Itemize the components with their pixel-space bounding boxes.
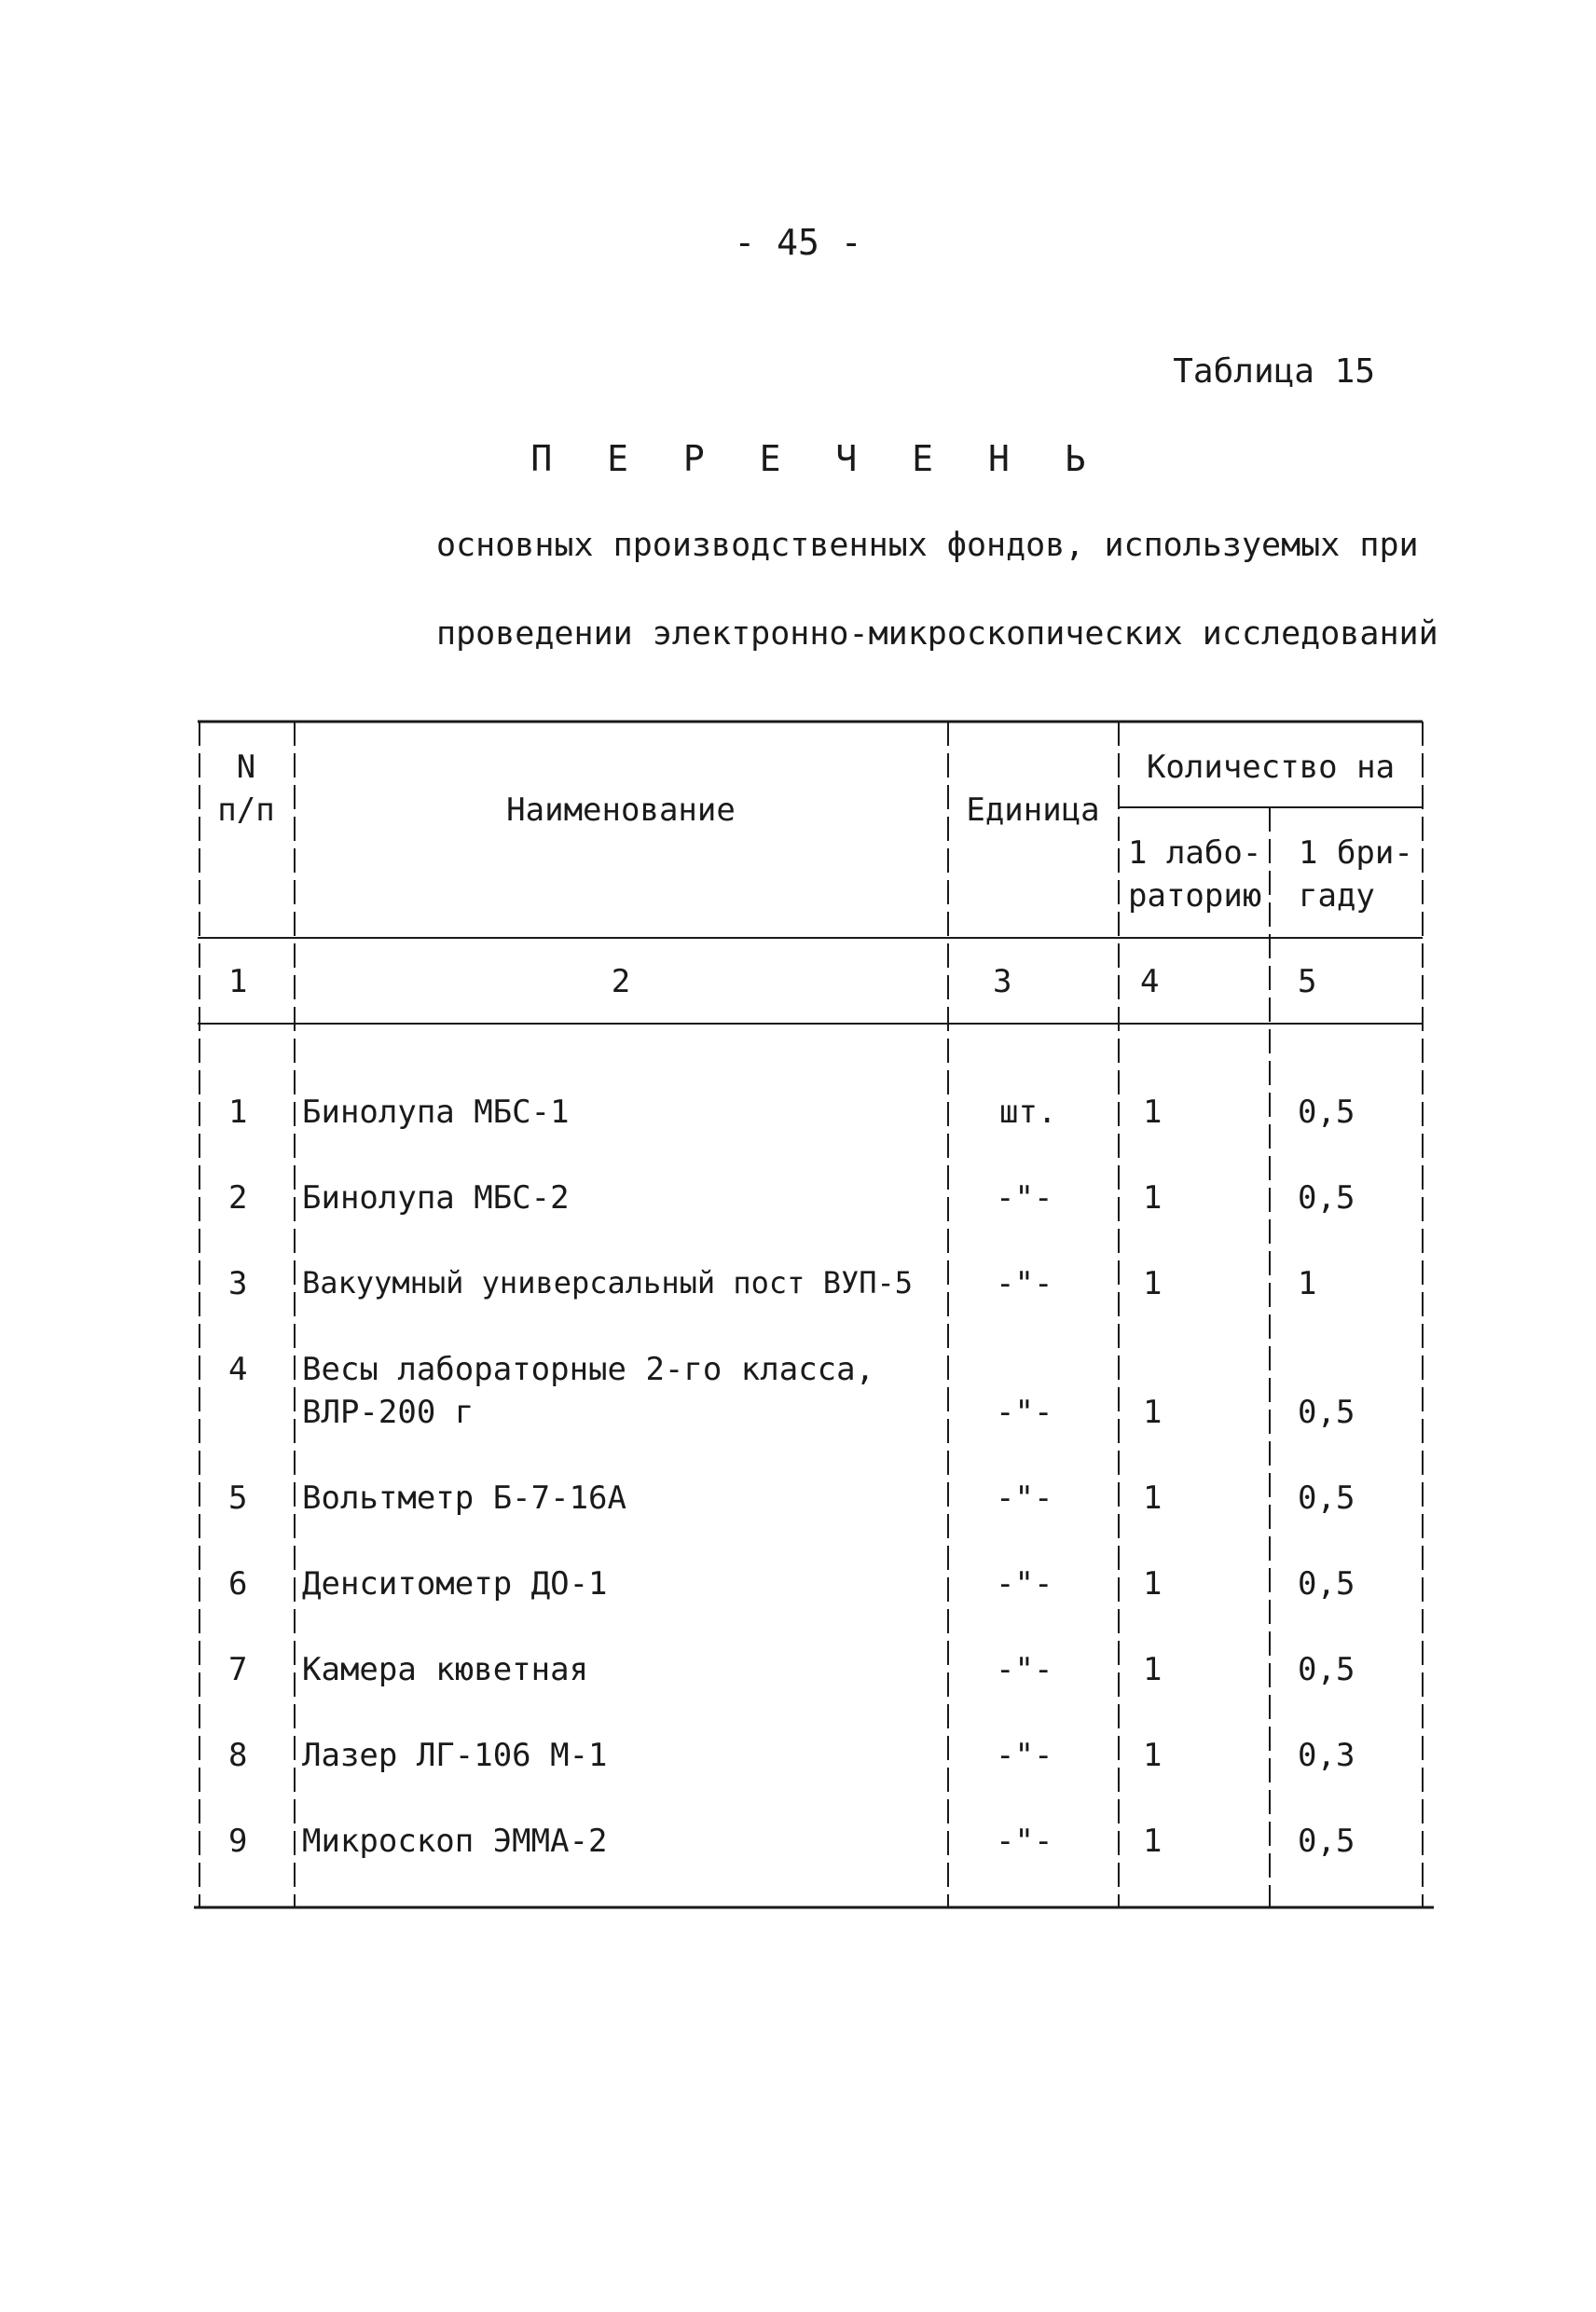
header-name: Наименование [506, 791, 736, 829]
row-num: 9 [228, 1823, 248, 1860]
header-num-line2: п/п [217, 791, 275, 829]
row-num: 7 [228, 1651, 248, 1688]
header-qty-brig-line1: 1 бри- [1299, 834, 1413, 872]
header-unit: Единица [966, 791, 1100, 829]
row-qty-lab: 1 [1143, 1737, 1163, 1774]
document-title: П Е Р Е Ч Е Н Ь [530, 438, 1103, 479]
row-name: Денситометр ДО-1 [302, 1565, 608, 1603]
row-qty-brig: 0,5 [1298, 1565, 1355, 1603]
row-unit: -"- [996, 1823, 1053, 1860]
row-unit: -"- [996, 1737, 1053, 1774]
col-number-1: 1 [228, 963, 248, 1000]
row-num: 2 [228, 1179, 248, 1217]
row-unit: -"- [996, 1179, 1053, 1217]
row-unit: -"- [996, 1265, 1053, 1302]
subtitle-line-1: основных производственных фондов, используемых при [436, 527, 1419, 564]
row-unit: -"- [996, 1394, 1053, 1431]
row-num: 3 [228, 1265, 248, 1302]
row-unit: шт. [999, 1094, 1057, 1131]
col-number-3: 3 [993, 963, 1012, 1000]
col-number-2: 2 [611, 963, 631, 1000]
row-qty-brig: 0,5 [1298, 1823, 1355, 1860]
row-qty-lab: 1 [1143, 1094, 1163, 1131]
row-name: Бинолупа МБС-2 [302, 1179, 570, 1217]
row-qty-lab: 1 [1143, 1565, 1163, 1603]
row-num: 6 [228, 1565, 248, 1603]
row-num: 8 [228, 1737, 248, 1774]
row-qty-brig: 0,5 [1298, 1094, 1355, 1131]
row-qty-brig: 0,5 [1298, 1179, 1355, 1217]
row-qty-brig: 0,5 [1298, 1651, 1355, 1688]
row-num: 1 [228, 1094, 248, 1131]
row-unit: -"- [996, 1565, 1053, 1603]
row-name: Весы лабораторные 2-го класса, [302, 1351, 875, 1388]
row-name: Бинолупа МБС-1 [302, 1094, 570, 1131]
col-number-4: 4 [1140, 963, 1160, 1000]
row-unit: -"- [996, 1479, 1053, 1517]
row-name: Микроскоп ЭММА-2 [302, 1823, 608, 1860]
header-qty-lab-line2: раторию [1128, 877, 1262, 915]
col-number-5: 5 [1298, 963, 1317, 1000]
row-qty-lab: 1 [1143, 1651, 1163, 1688]
row-qty-brig: 0,3 [1298, 1737, 1355, 1774]
row-qty-lab: 1 [1143, 1823, 1163, 1860]
row-qty-lab: 1 [1143, 1394, 1163, 1431]
row-name-continued: ВЛР-200 г [302, 1394, 475, 1431]
row-qty-brig: 0,5 [1298, 1394, 1355, 1431]
row-name: Вольтметр Б-7-16А [302, 1479, 626, 1517]
row-num: 4 [228, 1351, 248, 1388]
header-qty-brig-line2: гаду [1299, 877, 1375, 915]
row-qty-lab: 1 [1143, 1265, 1163, 1302]
header-qty-lab-line1: 1 лабо- [1128, 834, 1262, 872]
row-qty-brig: 1 [1298, 1265, 1317, 1302]
row-num: 5 [228, 1479, 248, 1517]
header-quantity: Количество на [1146, 749, 1396, 786]
row-name: Вакуумный универсальный пост ВУП-5 [302, 1265, 914, 1300]
table-label: Таблица 15 [1173, 352, 1375, 391]
subtitle-line-2: проведении электронно-микроскопических исследований [436, 615, 1438, 653]
page-number: - 45 - [734, 222, 862, 263]
header-num-line1: N [236, 749, 256, 786]
row-name: Камера кюветная [302, 1651, 589, 1688]
row-qty-lab: 1 [1143, 1179, 1163, 1217]
row-qty-lab: 1 [1143, 1479, 1163, 1517]
row-unit: -"- [996, 1651, 1053, 1688]
row-qty-brig: 0,5 [1298, 1479, 1355, 1517]
row-name: Лазер ЛГ-106 М-1 [302, 1737, 608, 1774]
